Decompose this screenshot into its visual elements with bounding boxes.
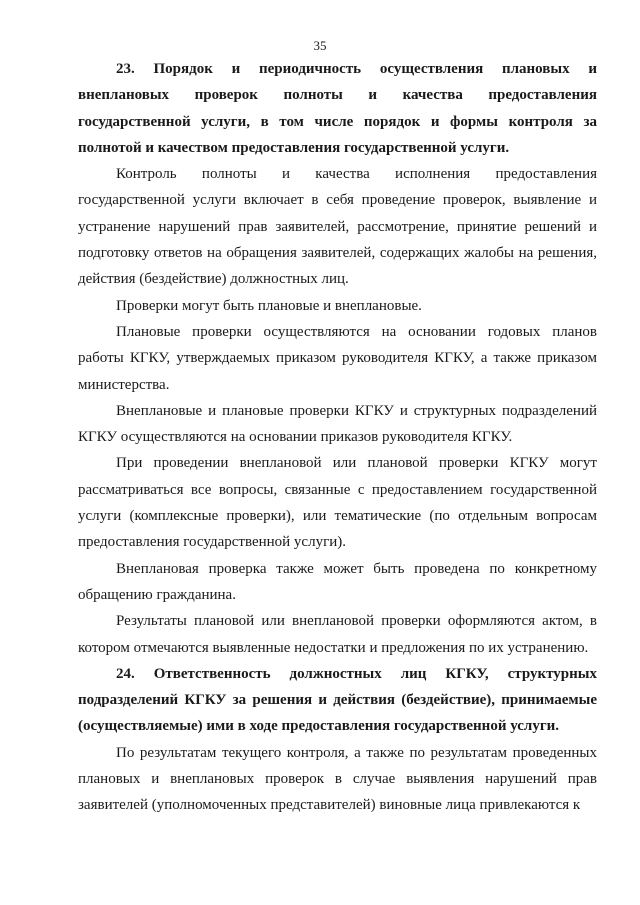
page-content (78, 56, 597, 819)
section-23-heading: 23. Порядок и периодичность осуществления плановых и внеплановых проверок полноты и качества предоставления государственной услуги, в том числе порядок и формы контроля за полнотой и качеством предоставления государственной услуги. (78, 61, 597, 156)
section-23-paragraph-7: Результаты плановой или внеплановой проверки оформляются актом, в котором отмечаются выявленные недостатки и предложения по их устранению. (78, 613, 597, 656)
section-23-paragraph-1: Контроль полноты и качества исполнения предоставления государственной услуги включает в себя проведение проверок, выявление и устранение нарушений прав заявителей, рассмотрение, принятие решений и подготовку ответов на обращения заявителей, содержащих жалобы на решения, действия (бездействие) должностных лиц. (78, 166, 597, 288)
section-24-paragraph-1: По результатам текущего контроля, а также по результатам проведенных плановых и внеплановых проверок в случае выявления нарушений прав заявителей (уполномоченных представителей) виновные лица привлекаются к (78, 744, 597, 814)
section-23-paragraph-3: Плановые проверки осуществляются на основании годовых планов работы КГКУ, утверждаемых приказом руководителя КГКУ, а также приказом министерства. (78, 323, 597, 393)
section-23-paragraph-2: Проверки могут быть плановые и внеплановые. (116, 297, 422, 314)
section-24-heading: 24. Ответственность должностных лиц КГКУ, структурных подразделений КГКУ за решения и действия (бездействие), принимаемые (осуществляемые) ими в ходе предоставления государственной услуги. (78, 665, 597, 735)
section-23-paragraph-6: Внеплановая проверка также может быть проведена по конкретному обращению гражданина. (78, 560, 597, 603)
page-number: 35 (313, 38, 327, 53)
section-23-paragraph-5: При проведении внеплановой или плановой проверки КГКУ могут рассматриваться все вопросы, связанные с предоставлением государственной услуги (комплексные проверки), или тематические (по отдельным вопросам предоставления государственной услуги). (78, 455, 597, 551)
section-23-paragraph-4: Внеплановые и плановые проверки КГКУ и структурных подразделений КГКУ осуществляются на основании приказов руководителя КГКУ. (78, 402, 597, 446)
